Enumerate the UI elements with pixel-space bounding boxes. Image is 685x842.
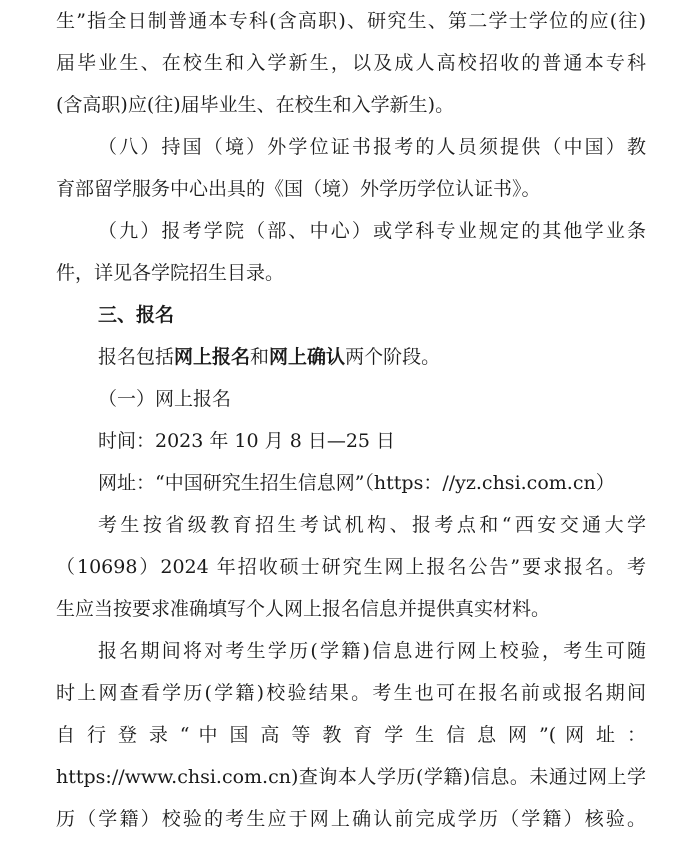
text-segment: 和 xyxy=(250,346,270,368)
text-line-1: 生”指全日制普通本专科(含高职)、研究生、第二学士学位的应(往) xyxy=(56,10,646,32)
text-line-4: （八）持国（境）外学位证书报考的人员须提供（中国）教 xyxy=(98,136,646,158)
text-line-17: 时上网查看学历(学籍)校验结果。考生也可在报名前或报名期间 xyxy=(56,682,646,704)
text-line-12: 网址：“中国研究生招生信息网”（https：//yz.chsi.com.cn） xyxy=(98,472,615,494)
bold-term-online-confirmation: 网上确认 xyxy=(269,346,346,368)
bold-term-online-registration: 网上报名 xyxy=(174,346,251,368)
text-line-18: 自 行 登 录 “ 中 国 高 等 教 育 学 生 信 息 网 ”( 网 址 ： xyxy=(56,724,646,746)
text-line-13: 考生按省级教育招生考试机构、报考点和“西安交通大学 xyxy=(98,514,646,536)
text-line-6: （九）报考学院（部、中心）或学科专业规定的其他学业条 xyxy=(98,220,646,242)
text-line-15: 生应当按要求准确填写个人网上报名信息并提供真实材料。 xyxy=(56,598,551,620)
section-heading: 三、报名 xyxy=(98,304,175,326)
text-line-20: 历（学籍）校验的考生应于网上确认前完成学历（学籍）核验。 xyxy=(56,808,646,830)
text-segment: 报名包括 xyxy=(98,346,175,368)
text-line-19: https://www.chsi.com.cn)查询本人学历(学籍)信息。未通过网上学 xyxy=(56,766,646,788)
text-line-3: (含高职)应(往)届毕业生、在校生和入学新生)。 xyxy=(56,94,455,116)
text-line-11: 时间：2023 年 10 月 8 日—25 日 xyxy=(98,430,396,452)
subsection-heading: （一）网上报名 xyxy=(98,388,232,410)
text-line-14: （10698）2024 年招收硕士研究生网上报名公告”要求报名。考 xyxy=(56,556,646,578)
text-line-2: 届毕业生、在校生和入学新生，以及成人高校招收的普通本专科 xyxy=(56,52,646,74)
text-line-16: 报名期间将对考生学历(学籍)信息进行网上校验，考生可随 xyxy=(98,640,646,662)
text-line-7: 件，详见各学院招生目录。 xyxy=(56,262,285,284)
text-line-9 xyxy=(98,336,646,378)
text-line-5: 育部留学服务中心出具的《国（境）外学历学位认证书》。 xyxy=(56,178,541,200)
text-segment: 两个阶段。 xyxy=(345,346,441,368)
